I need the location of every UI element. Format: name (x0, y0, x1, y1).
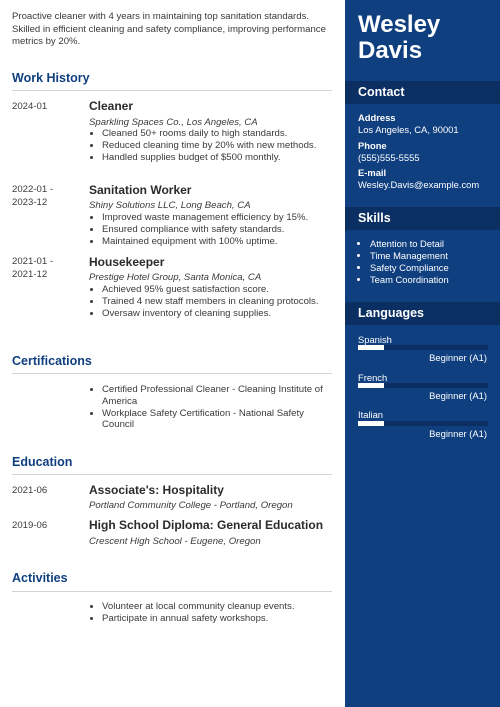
education-degree: Associate's: Hospitality (89, 483, 224, 497)
phone-value: (555)555-5555 (358, 152, 420, 163)
skill-item: • Attention to Detail (370, 238, 500, 250)
education-school: Crescent High School - Eugene, Oregon (89, 536, 261, 547)
job-bullet: • Cleaned 50+ rooms daily to high standards. (102, 128, 337, 140)
language-level: Beginner (A1) (429, 352, 487, 363)
sidebar (345, 0, 500, 707)
education-date: 2019-06 (12, 520, 48, 531)
job-bullets (89, 212, 337, 247)
work-history-heading: Work History (12, 71, 90, 85)
address-value: Los Angeles, CA, 90001 (358, 124, 459, 135)
job-bullet: • Improved waste management efficiency by 15%. (102, 212, 337, 224)
candidate-name: Wesley Davis (358, 11, 441, 64)
activity-item: • Participate in annual safety workshops. (102, 613, 337, 625)
language-level: Beginner (A1) (429, 428, 487, 439)
job-title: Sanitation Worker (89, 183, 192, 197)
certification-item: • Workplace Safety Certification - National Safety Council (102, 408, 337, 432)
language-proficiency-bar (358, 345, 488, 350)
certifications-divider (12, 373, 332, 374)
activity-item: • Volunteer at local community cleanup events. (102, 601, 337, 613)
skill-item: • Team Coordination (370, 274, 500, 286)
skills-heading: Skills (358, 211, 391, 225)
languages-heading-bar (345, 302, 500, 325)
contact-heading: Contact (358, 85, 405, 99)
job-company: Sparkling Spaces Co., Los Angeles, CA (89, 117, 258, 128)
language-proficiency-fill (358, 345, 384, 350)
activities-list (89, 601, 337, 625)
contact-heading-bar (345, 81, 500, 104)
job-bullet: • Maintained equipment with 100% uptime. (102, 236, 337, 248)
skill-item: • Safety Compliance (370, 262, 500, 274)
language-proficiency-fill (358, 421, 384, 426)
education-divider (12, 474, 332, 475)
job-date: 2021-01 - 2021-12 (12, 256, 54, 280)
job-company: Prestige Hotel Group, Santa Monica, CA (89, 272, 262, 283)
certifications-heading: Certifications (12, 354, 92, 368)
job-bullet: • Ensured compliance with safety standards. (102, 224, 337, 236)
job-bullet: • Handled supplies budget of $500 monthly. (102, 152, 337, 164)
language-name: French (358, 372, 388, 383)
education-school: Portland Community College - Portland, Oregon (89, 500, 293, 511)
language-level: Beginner (A1) (429, 390, 487, 401)
job-bullet: • Trained 4 new staff members in cleaning protocols. (102, 296, 337, 308)
job-bullets (89, 128, 337, 163)
language-name: Italian (358, 409, 384, 420)
languages-heading: Languages (358, 306, 424, 320)
job-bullet: • Achieved 95% guest satisfaction score. (102, 284, 337, 296)
job-bullet: • Reduced cleaning time by 20% with new methods. (102, 140, 337, 152)
certifications-list (89, 384, 337, 431)
email-value: Wesley.Davis@example.com (358, 179, 480, 190)
activities-heading: Activities (12, 571, 68, 585)
work-history-divider (12, 90, 332, 91)
email-label: E-mail (358, 167, 387, 178)
education-heading: Education (12, 455, 73, 469)
activities-divider (12, 591, 332, 592)
language-proficiency-bar (358, 383, 488, 388)
address-label: Address (358, 112, 396, 123)
language-proficiency-fill (358, 383, 384, 388)
job-title: Housekeeper (89, 255, 165, 269)
job-company: Shiny Solutions LLC, Long Beach, CA (89, 200, 251, 211)
education-degree: High School Diploma: General Education (89, 518, 324, 532)
job-date: 2022-01 - 2023-12 (12, 184, 54, 208)
summary-text: Proactive cleaner with 4 years in maintaining top sanitation standards. Skilled in efficient cleaning and safety compliance, improving performance metrics by 20%. (12, 11, 326, 47)
language-name: Spanish (358, 334, 392, 345)
education-date: 2021-06 (12, 485, 48, 496)
job-bullet: • Oversaw inventory of cleaning supplies. (102, 308, 337, 320)
skills-list (358, 238, 500, 286)
job-bullets (89, 284, 337, 319)
skills-heading-bar (345, 207, 500, 230)
job-date: 2024-01 (12, 101, 48, 112)
skill-item: • Time Management (370, 250, 500, 262)
language-proficiency-bar (358, 421, 488, 426)
job-title: Cleaner (89, 99, 134, 113)
phone-label: Phone (358, 140, 387, 151)
certification-item: • Certified Professional Cleaner - Cleaning Institute of America (102, 384, 337, 408)
